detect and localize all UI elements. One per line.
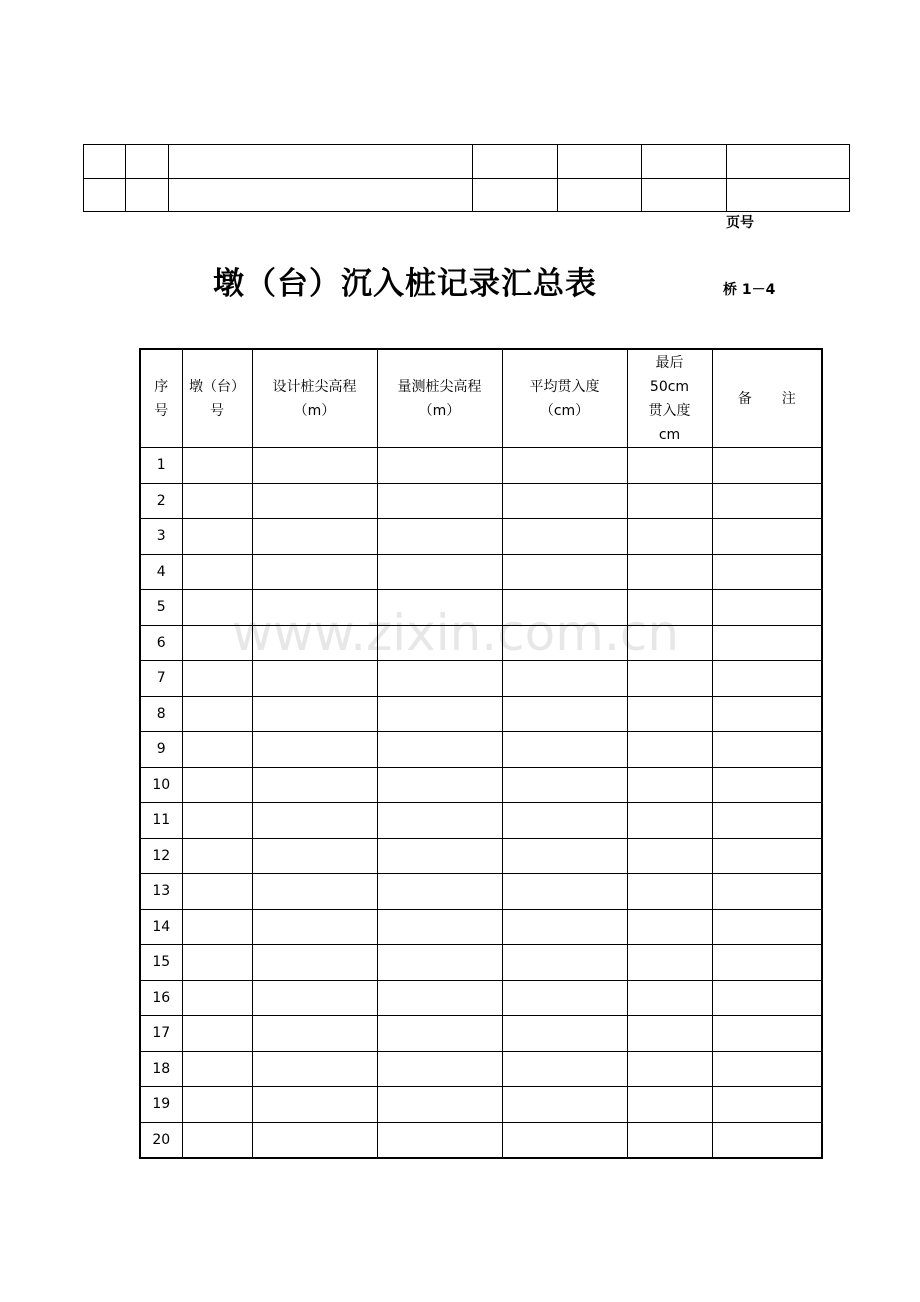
table-row (140, 554, 822, 590)
table-cell (182, 1016, 252, 1052)
table-cell (627, 661, 712, 697)
row-number: 9 (140, 732, 182, 768)
table-cell (377, 590, 502, 626)
table-cell (377, 554, 502, 590)
table-header-row (140, 349, 822, 448)
row-number: 5 (140, 590, 182, 626)
row-number: 19 (140, 1087, 182, 1123)
table-cell (712, 661, 822, 697)
table-row (140, 1122, 822, 1158)
table-cell (252, 1122, 377, 1158)
table-cell (377, 945, 502, 981)
table-cell (252, 767, 377, 803)
page-number-label: 页号 (726, 215, 754, 231)
table-cell (252, 483, 377, 519)
table-row (140, 625, 822, 661)
row-number: 8 (140, 696, 182, 732)
row-number: 20 (140, 1122, 182, 1158)
table-cell (712, 625, 822, 661)
table-cell (712, 1051, 822, 1087)
table-row (140, 1087, 822, 1123)
table-cell (627, 945, 712, 981)
table-cell (627, 803, 712, 839)
table-cell (627, 554, 712, 590)
table-cell (712, 732, 822, 768)
table-row (140, 519, 822, 555)
table-cell (712, 767, 822, 803)
table-cell (627, 483, 712, 519)
table-cell (712, 980, 822, 1016)
table-cell (712, 945, 822, 981)
row-number: 14 (140, 909, 182, 945)
table-cell (182, 803, 252, 839)
table-cell (502, 590, 627, 626)
row-number: 16 (140, 980, 182, 1016)
watermark: www.zixin.com.cn (232, 604, 680, 662)
table-cell (182, 767, 252, 803)
table-cell (182, 838, 252, 874)
row-number: 13 (140, 874, 182, 910)
row-number: 15 (140, 945, 182, 981)
table-cell (627, 732, 712, 768)
table-cell (377, 661, 502, 697)
table-cell (627, 625, 712, 661)
table-cell (377, 1051, 502, 1087)
row-number: 18 (140, 1051, 182, 1087)
table-cell (712, 554, 822, 590)
table-cell (377, 874, 502, 910)
header-last-50cm-penetration: 最后 50cm 贯入度 cm (627, 349, 712, 448)
table-cell (182, 980, 252, 1016)
table-cell (377, 448, 502, 484)
table-cell (252, 625, 377, 661)
table-row (140, 732, 822, 768)
table-cell (502, 803, 627, 839)
table-cell (502, 661, 627, 697)
table-cell (182, 696, 252, 732)
table-cell (182, 732, 252, 768)
table-cell (712, 874, 822, 910)
row-number: 10 (140, 767, 182, 803)
row-number: 11 (140, 803, 182, 839)
table-cell (502, 909, 627, 945)
table-cell (182, 945, 252, 981)
table-cell (627, 448, 712, 484)
table-cell (502, 625, 627, 661)
top-blank-grid (83, 144, 850, 212)
table-cell (627, 696, 712, 732)
table-cell (627, 1087, 712, 1123)
table-cell (182, 909, 252, 945)
row-number: 17 (140, 1016, 182, 1052)
row-number: 4 (140, 554, 182, 590)
table-cell (377, 625, 502, 661)
header-remark: 备 注 (712, 349, 822, 448)
table-cell (252, 803, 377, 839)
table-cell (252, 590, 377, 626)
table-cell (182, 661, 252, 697)
table-cell (627, 767, 712, 803)
form-code: 桥 1－4 (723, 282, 776, 298)
table-cell (627, 980, 712, 1016)
table-cell (712, 803, 822, 839)
table-cell (377, 980, 502, 1016)
table-cell (502, 838, 627, 874)
table-cell (502, 945, 627, 981)
top-grid-row (84, 145, 850, 179)
pile-record-table (139, 348, 823, 1159)
table-row (140, 803, 822, 839)
table-cell (502, 980, 627, 1016)
table-cell (252, 1051, 377, 1087)
table-cell (252, 554, 377, 590)
table-row (140, 590, 822, 626)
table-cell (502, 1122, 627, 1158)
table-cell (377, 1087, 502, 1123)
table-cell (377, 767, 502, 803)
table-cell (252, 980, 377, 1016)
table-cell (712, 1087, 822, 1123)
row-number: 6 (140, 625, 182, 661)
table-row (140, 838, 822, 874)
row-number: 7 (140, 661, 182, 697)
table-cell (377, 803, 502, 839)
table-cell (182, 874, 252, 910)
page-title: 墩（台）沉入桩记录汇总表 (213, 266, 597, 302)
table-cell (502, 448, 627, 484)
table-cell (377, 909, 502, 945)
table-cell (712, 483, 822, 519)
table-cell (182, 590, 252, 626)
row-number: 1 (140, 448, 182, 484)
table-cell (252, 732, 377, 768)
table-row (140, 661, 822, 697)
table-row (140, 874, 822, 910)
table-row (140, 767, 822, 803)
table-cell (252, 874, 377, 910)
table-cell (627, 1051, 712, 1087)
table-cell (627, 909, 712, 945)
table-cell (182, 1051, 252, 1087)
table-cell (502, 483, 627, 519)
table-cell (712, 1122, 822, 1158)
table-cell (252, 1016, 377, 1052)
top-grid-row (84, 178, 850, 212)
table-cell (182, 554, 252, 590)
table-cell (502, 1016, 627, 1052)
table-row (140, 945, 822, 981)
row-number: 12 (140, 838, 182, 874)
table-row (140, 1016, 822, 1052)
table-cell (252, 696, 377, 732)
table-cell (252, 838, 377, 874)
table-cell (252, 945, 377, 981)
table-cell (627, 874, 712, 910)
header-measured-elevation: 量测桩尖高程 （m） (377, 349, 502, 448)
table-cell (377, 732, 502, 768)
table-row (140, 483, 822, 519)
table-cell (502, 1087, 627, 1123)
row-number: 2 (140, 483, 182, 519)
table-cell (182, 519, 252, 555)
table-cell (377, 1122, 502, 1158)
table-row (140, 1051, 822, 1087)
table-cell (252, 909, 377, 945)
table-cell (627, 1122, 712, 1158)
table-cell (182, 448, 252, 484)
table-cell (712, 909, 822, 945)
table-cell (502, 874, 627, 910)
table-cell (627, 519, 712, 555)
table-cell (502, 519, 627, 555)
table-cell (377, 519, 502, 555)
header-average-penetration: 平均贯入度 （cm） (502, 349, 627, 448)
table-cell (252, 448, 377, 484)
table-cell (377, 1016, 502, 1052)
table-cell (502, 732, 627, 768)
header-pier: 墩（台） 号 (182, 349, 252, 448)
table-cell (377, 483, 502, 519)
table-cell (502, 767, 627, 803)
table-cell (182, 1122, 252, 1158)
table-cell (627, 838, 712, 874)
table-cell (377, 696, 502, 732)
table-row (140, 696, 822, 732)
table-row (140, 980, 822, 1016)
table-cell (252, 519, 377, 555)
table-cell (712, 696, 822, 732)
table-cell (712, 519, 822, 555)
table-cell (182, 625, 252, 661)
table-cell (712, 448, 822, 484)
table-cell (712, 838, 822, 874)
table-cell (377, 838, 502, 874)
table-row (140, 448, 822, 484)
header-seq: 序 号 (140, 349, 182, 448)
table-cell (502, 554, 627, 590)
table-cell (712, 590, 822, 626)
table-cell (627, 590, 712, 626)
table-cell (182, 1087, 252, 1123)
table-row (140, 909, 822, 945)
table-cell (252, 1087, 377, 1123)
row-number: 3 (140, 519, 182, 555)
table-cell (627, 1016, 712, 1052)
table-cell (712, 1016, 822, 1052)
table-cell (182, 483, 252, 519)
table-cell (252, 661, 377, 697)
table-cell (502, 1051, 627, 1087)
table-cell (502, 696, 627, 732)
header-design-elevation: 设计桩尖高程 （m） (252, 349, 377, 448)
